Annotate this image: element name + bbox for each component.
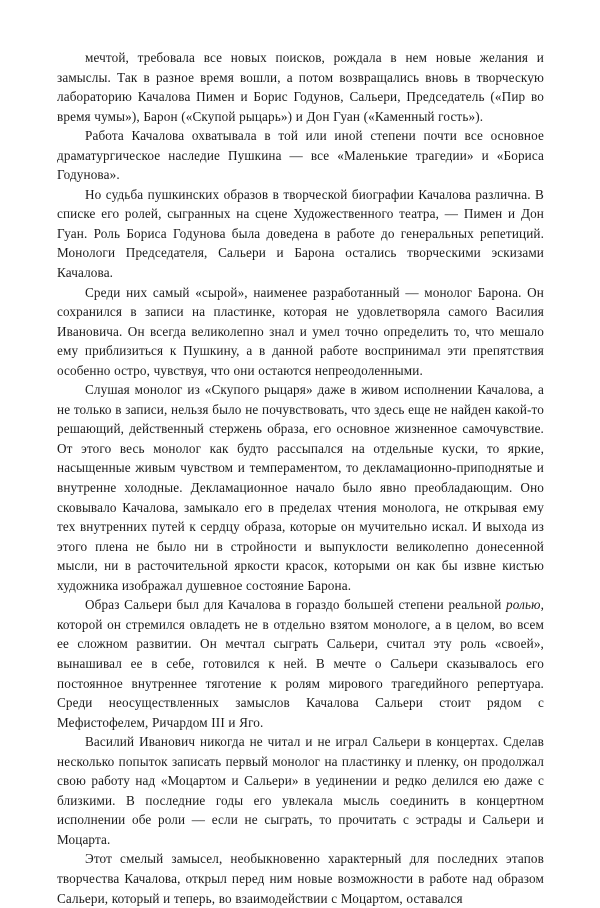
italic-emphasis-term: ролью [505, 597, 541, 613]
paragraph: мечтой, требовала все новых поисков, рождала в нем новые желания и замыслы. Так в разное время вошли, а потом возвращались вновь в творческую лабораторию Качалова Пимен и Борис Годунов, Сальери, Председатель («Пир во время чумы»), Барон («Скупой рыцарь») и Дон Гуан («Каменный гость»). [57, 50, 544, 124]
paragraph-text-rest: , которой он стремился овладеть не в отдельно взятом монологе, а в целом, во всем ее сложном развитии. Он мечтал сыграть Сальери, считал эту роль «своей», вынашивал ее в себе, готовился к ней. В мечте о Сальери сказывалось его постоянное внутреннее тяготение к ролям мирового трагедийного репертуара. Среди неосуществленных замыслов Качалова Сальери стоит рядом с Мефистофелем, Ричардом III и Яго. [57, 597, 544, 730]
paragraph: Работа Качалова охватывала в той или иной степени почти все основное драматургическое наследие Пушкина — все «Маленькие трагедии» и «Бориса Годунова». [57, 128, 544, 183]
paragraph: Слушая монолог из «Скупого рыцаря» даже в живом исполнении Качалова, а не только в записи, нельзя было не почувствовать, что здесь еще не найден какой-то решающий, действенный стержень образа, его основное жизненное самочувствие. От этого весь монолог как будто рассыпался на отдельные куски, то яркие, насыщенные живым чувством и темпераментом, то декламационно-приподнятые и внутренне холодные. Декламационное начало было явно преобладающим. Оно сковывало Качалова, замыкало его в пределах чтения монолога, не открывая ему тех внутренних путей к сердцу образа, которые он мучительно искал. И выхода из этого плена не было ни в стройности и выпуклости великолепно донесенной мысли, ни в расточительной яркости красок, которыми он как бы извне кистью художника изображал душевное состояние Барона. [57, 382, 544, 593]
paragraph: Но судьба пушкинских образов в творческой биографии Качалова различна. В списке его ролей, сыгранных на сцене Художественного театра, — Пимен и Дон Гуан. Роль Бориса Годунова была доведена в работе до генеральных репетиций. Монологи Председателя, Сальери и Барона остались творческими эскизами Качалова. [57, 186, 544, 281]
body-text-column [57, 48, 544, 908]
paragraph: Среди них самый «сырой», наименее разработанный — монолог Барона. Он сохранился в записи на пластинке, которая не удовлетворяла самого Василия Ивановича. Он всегда великолепно знал и умел точно определить то, что мешало ему приблизиться к Пушкину, а в данной работе воспринимал эти препятствия особенно остро, чувствуя, что они остаются непреодоленными. [57, 284, 544, 378]
paragraph-text-lead: Образ Сальери был для Качалова в гораздо большей степени реальной [85, 597, 506, 613]
paragraph-with-italic-term [57, 595, 544, 732]
paragraph: Василий Иванович никогда не читал и не играл Сальери в концертах. Сделав несколько попыток записать первый монолог на пластинку и пленку, он продолжал свою работу над «Моцартом и Сальери» в уединении и редко делился ею даже с близкими. В последние годы его увлекала мысль соединить в концертном исполнении обе роли — если не сыграть, то прочитать с эстрады и Сальери и Моцарта. [57, 734, 544, 847]
paragraph: Этот смелый замысел, необыкновенно характерный для последних этапов творчества Качалова, открыл перед ним новые возможности в работе над образом Сальери, который и теперь, во взаимодействии с Моцартом, оставался [57, 851, 544, 906]
